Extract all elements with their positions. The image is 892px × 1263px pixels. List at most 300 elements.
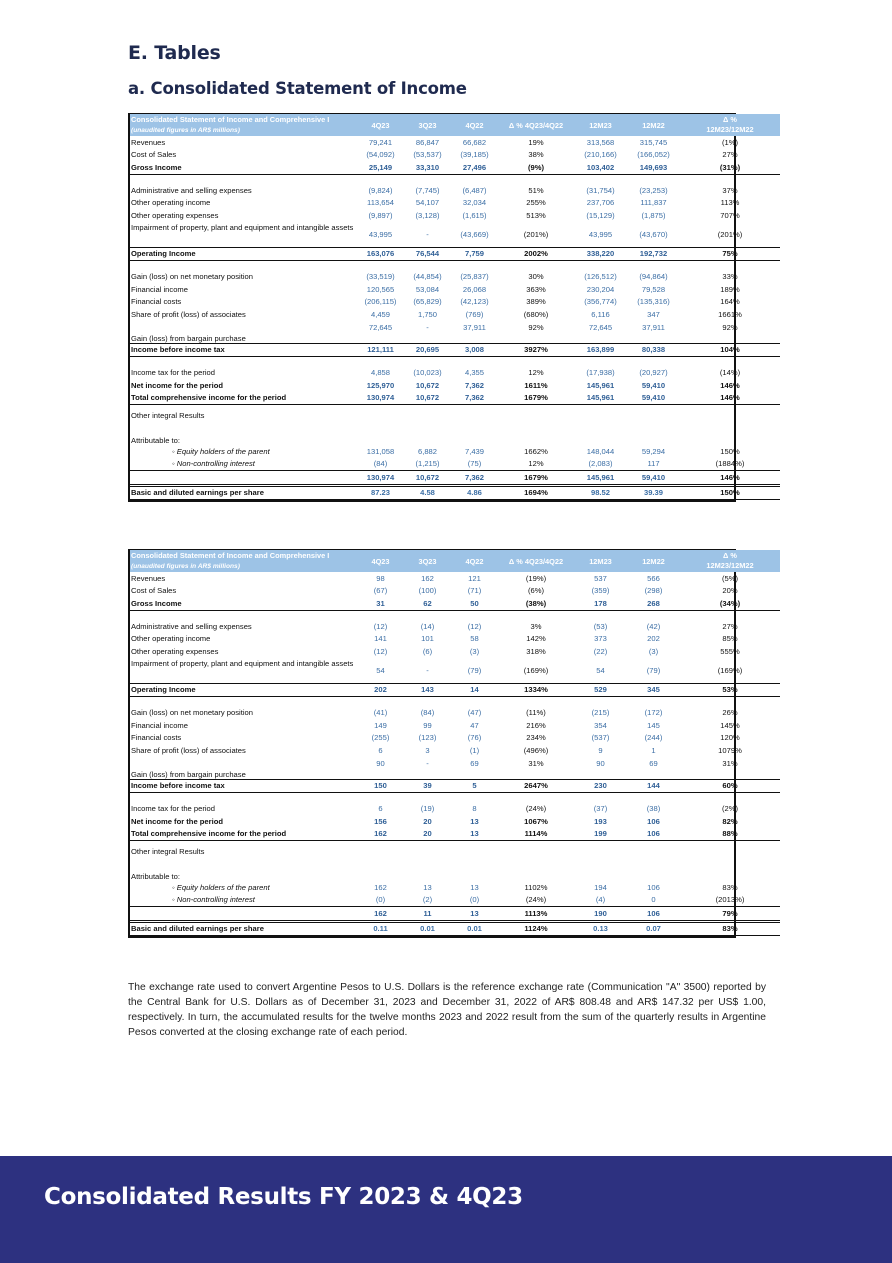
cell-value: 7,362 xyxy=(451,471,498,486)
cell-value: 345 xyxy=(627,683,680,697)
cell-value: (5%) xyxy=(721,573,739,583)
cell-value: 0 xyxy=(651,895,656,905)
table-row xyxy=(130,427,780,445)
cell-value: (71) xyxy=(467,586,482,596)
cell-value: 12% xyxy=(528,367,544,377)
table-header-label xyxy=(130,550,357,572)
column-header: 12M23 xyxy=(574,550,627,572)
table-row xyxy=(130,815,780,828)
cell-value: 0.11 xyxy=(357,921,404,936)
cell-value: 121 xyxy=(468,573,481,583)
column-header: 3Q23 xyxy=(404,550,451,572)
cell-value: (34%) xyxy=(680,597,780,610)
cell-value: 120,565 xyxy=(366,284,395,294)
cell-value: 142% xyxy=(526,634,546,644)
cell-value: 6,116 xyxy=(591,309,610,319)
cell-value: 79,241 xyxy=(368,137,393,147)
cell-value: (14) xyxy=(420,621,435,631)
row-label: Basic and diluted earnings per share xyxy=(130,485,357,500)
cell-value: 163,076 xyxy=(357,247,404,261)
row-label: Net income for the period xyxy=(131,816,223,826)
cell-value: (43,670) xyxy=(639,229,668,239)
cell-value: 50 xyxy=(451,597,498,610)
cell-value: 1679% xyxy=(498,391,574,404)
row-label: Other integral Results xyxy=(130,840,357,863)
row-label: Revenues xyxy=(131,137,166,147)
cell-value: (42) xyxy=(646,621,661,631)
cell-value: 1,750 xyxy=(417,309,437,319)
row-label: Other integral Results xyxy=(130,404,357,427)
cell-value xyxy=(627,863,680,881)
cell-value: 86,847 xyxy=(415,137,440,147)
cell-value: 33% xyxy=(722,271,738,281)
table-row xyxy=(130,840,780,863)
cell-value: (6) xyxy=(422,646,433,656)
row-label: Gain (loss) from bargain purchase xyxy=(131,333,246,343)
cell-value: 7,439 xyxy=(464,446,484,456)
cell-value: 162 xyxy=(374,882,387,892)
cell-value xyxy=(357,404,404,427)
table-row xyxy=(130,321,780,344)
cell-value: 98.52 xyxy=(574,485,627,500)
cell-value: 80,338 xyxy=(627,343,680,357)
table-row xyxy=(130,620,780,633)
cell-value: 43,995 xyxy=(588,229,613,239)
cell-value: 92% xyxy=(528,322,544,332)
cell-value: 101 xyxy=(421,634,434,644)
cell-value: (42,123) xyxy=(460,297,489,307)
row-label: Impairment of property, plant and equipment and intangible assets xyxy=(131,658,354,668)
cell-value: 199 xyxy=(574,827,627,840)
cell-value: (23,253) xyxy=(639,185,668,195)
cell-value xyxy=(627,404,680,427)
row-label: Other operating income xyxy=(131,198,211,208)
table-row xyxy=(130,161,780,174)
cell-value: 13 xyxy=(451,827,498,840)
table-row xyxy=(130,458,780,471)
cell-value: 237,706 xyxy=(586,198,615,208)
cell-value: (244) xyxy=(644,733,663,743)
column-header: Δ % 4Q23/4Q22 xyxy=(498,550,574,572)
cell-value xyxy=(451,427,498,445)
cell-value: 5 xyxy=(451,779,498,793)
cell-value: 92% xyxy=(722,322,738,332)
cell-value: 1679% xyxy=(498,471,574,486)
cell-value: 4.58 xyxy=(404,485,451,500)
cell-value: 9 xyxy=(598,745,603,755)
cell-value: 79% xyxy=(680,907,780,922)
column-header: 3Q23 xyxy=(404,114,451,136)
cell-value: (2,083) xyxy=(588,459,613,469)
cell-value: 54 xyxy=(376,665,385,675)
table-row xyxy=(130,222,780,248)
cell-value: 193 xyxy=(594,816,607,826)
cell-value: 315,745 xyxy=(639,137,668,147)
row-label: Income before income tax xyxy=(130,779,357,793)
row-label: Net income for the period xyxy=(131,380,223,390)
table-row xyxy=(130,209,780,222)
cell-value: (76) xyxy=(467,733,482,743)
table-row xyxy=(130,485,780,500)
cell-value: 31% xyxy=(722,758,738,768)
cell-value: 1067% xyxy=(524,816,548,826)
cell-value: 146% xyxy=(720,380,740,390)
cell-value: 106 xyxy=(647,816,660,826)
cell-value: 216% xyxy=(526,720,546,730)
cell-value xyxy=(404,863,451,881)
table-row xyxy=(130,907,780,922)
table-row xyxy=(130,343,780,357)
cell-value: 113% xyxy=(720,198,740,208)
cell-value: 87.23 xyxy=(357,485,404,500)
cell-value: 130,974 xyxy=(357,391,404,404)
cell-value: 150 xyxy=(357,779,404,793)
cell-value: 76,544 xyxy=(404,247,451,261)
cell-value xyxy=(574,404,627,427)
cell-value: 37,911 xyxy=(642,322,665,332)
cell-value: 363% xyxy=(526,284,546,294)
cell-value: (169%) xyxy=(523,665,549,675)
cell-value: 20,695 xyxy=(404,343,451,357)
cell-value: 318% xyxy=(526,646,546,656)
cell-value: 1694% xyxy=(498,485,574,500)
row-label: Operating Income xyxy=(130,683,357,697)
cell-value: (169%) xyxy=(717,665,743,675)
table-row xyxy=(130,645,780,658)
cell-value: 1079% xyxy=(718,745,742,755)
row-label: Gross Income xyxy=(130,161,357,174)
table-row xyxy=(130,283,780,296)
cell-value: 0.01 xyxy=(404,921,451,936)
cell-value: 156 xyxy=(374,816,387,826)
cell-value: (210,166) xyxy=(584,150,617,160)
table-row xyxy=(130,404,780,427)
row-label: ◦ Non-controlling interest xyxy=(172,459,255,469)
row-label: Financial costs xyxy=(131,297,182,307)
cell-value: (25,837) xyxy=(460,271,489,281)
row-label: Cost of Sales xyxy=(131,150,177,160)
cell-value xyxy=(498,404,574,427)
cell-value: (135,316) xyxy=(637,297,670,307)
table-header-title: Consolidated Statement of Income and Comprehensive I xyxy=(131,551,330,560)
row-label: Share of profit (loss) of associates xyxy=(131,745,246,755)
cell-value: 69 xyxy=(470,758,479,768)
cell-value: 33,310 xyxy=(404,161,451,174)
cell-value: 0.13 xyxy=(574,921,627,936)
table-row xyxy=(130,921,780,936)
cell-value: 8 xyxy=(472,803,477,813)
cell-value: 148,044 xyxy=(586,446,615,456)
cell-value: (100) xyxy=(418,586,437,596)
row-label: Operating Income xyxy=(130,247,357,261)
cell-value: 90 xyxy=(596,758,605,768)
column-header: 12M23 xyxy=(574,114,627,136)
cell-value: 104% xyxy=(680,343,780,357)
cell-value xyxy=(451,863,498,881)
cell-value: 163,899 xyxy=(574,343,627,357)
cell-value: 149,693 xyxy=(627,161,680,174)
cell-value: 145,961 xyxy=(574,471,627,486)
row-label: ◦ Equity holders of the parent xyxy=(172,882,270,892)
cell-value: 143 xyxy=(404,683,451,697)
cell-value: (75) xyxy=(467,459,482,469)
cell-value: 38% xyxy=(528,150,544,160)
cell-value: 20 xyxy=(423,816,432,826)
cell-value xyxy=(404,840,451,863)
table-row xyxy=(130,827,780,840)
cell-value: (298) xyxy=(644,586,663,596)
cell-value: (84) xyxy=(373,459,388,469)
cell-value: 555% xyxy=(720,646,740,656)
table-row xyxy=(130,744,780,757)
cell-value: 90 xyxy=(376,758,385,768)
cell-value: (12) xyxy=(467,621,482,631)
row-label: Income tax for the period xyxy=(131,367,215,377)
cell-value: 7,362 xyxy=(464,380,484,390)
cell-value: 59,410 xyxy=(627,391,680,404)
cell-value: 178 xyxy=(574,597,627,610)
cell-value: 141 xyxy=(374,634,387,644)
cell-value: 513% xyxy=(526,210,546,220)
cell-value: 4,355 xyxy=(464,367,484,377)
row-label: ◦ Equity holders of the parent xyxy=(172,446,270,456)
row-label: Other operating expenses xyxy=(131,210,219,220)
cell-value: 3927% xyxy=(498,343,574,357)
cell-value: 146% xyxy=(680,391,780,404)
cell-value: 14 xyxy=(451,683,498,697)
cell-value: 2002% xyxy=(498,247,574,261)
cell-value: (94,864) xyxy=(639,271,668,281)
cell-value: - xyxy=(426,229,429,239)
table-row xyxy=(130,658,780,684)
row-label: Attributable to: xyxy=(131,871,180,881)
row-label: Basic and diluted earnings per share xyxy=(130,921,357,936)
income-statement-usd-table xyxy=(128,549,754,938)
cell-value: (39,185) xyxy=(460,150,489,160)
cell-value: (215) xyxy=(591,707,610,717)
table-header-label xyxy=(130,114,357,136)
cell-value: 125,970 xyxy=(366,380,395,390)
table-row xyxy=(130,894,780,907)
cell-value: 4,459 xyxy=(370,309,390,319)
cell-value: (9%) xyxy=(498,161,574,174)
row-label: Gain (loss) on net monetary position xyxy=(131,707,253,717)
row-label: Gain (loss) on net monetary position xyxy=(131,271,253,281)
cell-value: - xyxy=(426,758,429,768)
row-label: Gross Income xyxy=(130,597,357,610)
cell-value: 190 xyxy=(574,907,627,922)
cell-value: (19%) xyxy=(525,573,547,583)
cell-value: 354 xyxy=(594,720,607,730)
cell-value: 130,974 xyxy=(357,471,404,486)
section-heading: E. Tables xyxy=(128,42,221,64)
cell-value: 2647% xyxy=(498,779,574,793)
cell-value xyxy=(451,404,498,427)
column-header: 4Q23 xyxy=(357,114,404,136)
cell-value: 58 xyxy=(470,634,479,644)
cell-value: 1113% xyxy=(498,907,574,922)
cell-value xyxy=(451,840,498,863)
cell-value: (166,052) xyxy=(637,150,670,160)
table-row xyxy=(130,757,780,780)
cell-value: 1102% xyxy=(524,882,548,892)
cell-value: (123) xyxy=(418,733,437,743)
cell-value: 59,410 xyxy=(641,380,666,390)
table-row xyxy=(130,270,780,283)
cell-value: 37% xyxy=(722,185,738,195)
row-label: Revenues xyxy=(131,573,166,583)
table-row xyxy=(130,863,780,881)
cell-value: (53) xyxy=(593,621,608,631)
cell-value: 26% xyxy=(722,707,738,717)
cell-value: 145% xyxy=(720,720,740,730)
cell-value: (67) xyxy=(373,586,388,596)
cell-value: (126,512) xyxy=(584,271,617,281)
cell-value: (47) xyxy=(467,707,482,717)
cell-value: (24%) xyxy=(525,803,547,813)
cell-value: (3) xyxy=(648,646,659,656)
income-statement-ars-table xyxy=(128,113,754,502)
cell-value: 54,107 xyxy=(415,198,440,208)
table-row xyxy=(130,706,780,719)
cell-value: (0) xyxy=(469,895,480,905)
cell-value: 12% xyxy=(528,459,544,469)
cell-value: 6 xyxy=(378,745,383,755)
cell-value: 51% xyxy=(528,185,544,195)
cell-value: 59,294 xyxy=(641,446,666,456)
cell-value: 37,911 xyxy=(463,322,486,332)
cell-value: 230 xyxy=(574,779,627,793)
cell-value: 27% xyxy=(722,150,738,160)
cell-value: 3 xyxy=(425,745,430,755)
table-row xyxy=(130,719,780,732)
ars-table-grid xyxy=(130,114,780,500)
cell-value: (31%) xyxy=(680,161,780,174)
cell-value: 1661% xyxy=(718,309,742,319)
cell-value: 26,068 xyxy=(462,284,487,294)
column-header: 12M22 xyxy=(627,550,680,572)
cell-value: 389% xyxy=(526,297,546,307)
cell-value: 10,672 xyxy=(404,471,451,486)
row-label: Income before income tax xyxy=(130,343,357,357)
cell-value: (4) xyxy=(595,895,606,905)
cell-value: 0.07 xyxy=(627,921,680,936)
cell-value xyxy=(574,840,627,863)
cell-value: 106 xyxy=(627,907,680,922)
cell-value: 13 xyxy=(470,816,479,826)
cell-value: 75% xyxy=(680,247,780,261)
cell-value: (12) xyxy=(373,621,388,631)
table-row xyxy=(130,779,780,793)
cell-value: 268 xyxy=(627,597,680,610)
cell-value: 313,568 xyxy=(586,137,615,147)
cell-value: 1114% xyxy=(498,827,574,840)
cell-value: (14%) xyxy=(719,367,741,377)
cell-value: 537 xyxy=(594,573,607,583)
row-label xyxy=(130,907,357,922)
cell-value: 10,672 xyxy=(404,391,451,404)
cell-value: 62 xyxy=(404,597,451,610)
cell-value: 566 xyxy=(647,573,660,583)
cell-value: 27,496 xyxy=(451,161,498,174)
cell-value: 54 xyxy=(596,665,605,675)
cell-value: (2) xyxy=(422,895,433,905)
cell-value: 146% xyxy=(680,471,780,486)
cell-value: 98 xyxy=(376,573,385,583)
cell-value: 31 xyxy=(357,597,404,610)
cell-value: (9,897) xyxy=(368,210,393,220)
table-header-units: (unaudited figures in AR$ millions) xyxy=(131,563,240,570)
cell-value: 106 xyxy=(647,882,660,892)
cell-value: (1) xyxy=(469,745,480,755)
cell-value: 162 xyxy=(357,827,404,840)
cell-value: (31,754) xyxy=(586,185,615,195)
cell-value xyxy=(627,840,680,863)
cell-value: 113,654 xyxy=(367,198,394,208)
table-row xyxy=(130,683,780,697)
table-row xyxy=(130,308,780,321)
cell-value: 6 xyxy=(378,803,383,813)
cell-value: 25,149 xyxy=(357,161,404,174)
cell-value: (38) xyxy=(646,803,661,813)
cell-value: 47 xyxy=(470,720,479,730)
cell-value: (6,487) xyxy=(462,185,487,195)
cell-value: 1 xyxy=(651,745,656,755)
cell-value: 121,111 xyxy=(357,343,404,357)
cell-value xyxy=(498,863,574,881)
cell-value: (79) xyxy=(467,665,482,675)
cell-value: 60% xyxy=(680,779,780,793)
cell-value: (84) xyxy=(420,707,435,717)
cell-value: 69 xyxy=(649,758,658,768)
cell-value: (22) xyxy=(593,646,608,656)
cell-value: (54,092) xyxy=(366,150,395,160)
column-header: 4Q23 xyxy=(357,550,404,572)
cell-value: 3% xyxy=(530,621,542,631)
cell-value: (359) xyxy=(591,586,610,596)
column-header: 4Q22 xyxy=(451,550,498,572)
cell-value: 192,732 xyxy=(627,247,680,261)
cell-value: 6,882 xyxy=(417,446,437,456)
cell-value: 120% xyxy=(720,733,740,743)
table-row xyxy=(130,572,780,585)
table-row xyxy=(130,597,780,610)
cell-value: (206,115) xyxy=(364,297,397,307)
cell-value: 529 xyxy=(574,683,627,697)
cell-value: 7,759 xyxy=(451,247,498,261)
cell-value xyxy=(404,404,451,427)
cell-value: 103,402 xyxy=(574,161,627,174)
cell-value: (3) xyxy=(469,646,480,656)
cell-value: (43,669) xyxy=(460,229,489,239)
cell-value: (201%) xyxy=(523,229,549,239)
cell-value: (12) xyxy=(373,646,388,656)
cell-value xyxy=(680,840,780,863)
table-row xyxy=(130,632,780,645)
row-label: ◦ Non-controlling interest xyxy=(172,895,255,905)
cell-value: 149 xyxy=(374,720,387,730)
cell-value: 1334% xyxy=(498,683,574,697)
cell-value: (79) xyxy=(646,665,661,675)
cell-value xyxy=(498,427,574,445)
table-row xyxy=(130,136,780,149)
cell-value: (9,824) xyxy=(368,185,393,195)
cell-value: 88% xyxy=(680,827,780,840)
cell-value: 194 xyxy=(594,882,607,892)
cell-value: 39 xyxy=(404,779,451,793)
row-label: Financial income xyxy=(131,284,188,294)
page-footer xyxy=(0,1156,892,1263)
